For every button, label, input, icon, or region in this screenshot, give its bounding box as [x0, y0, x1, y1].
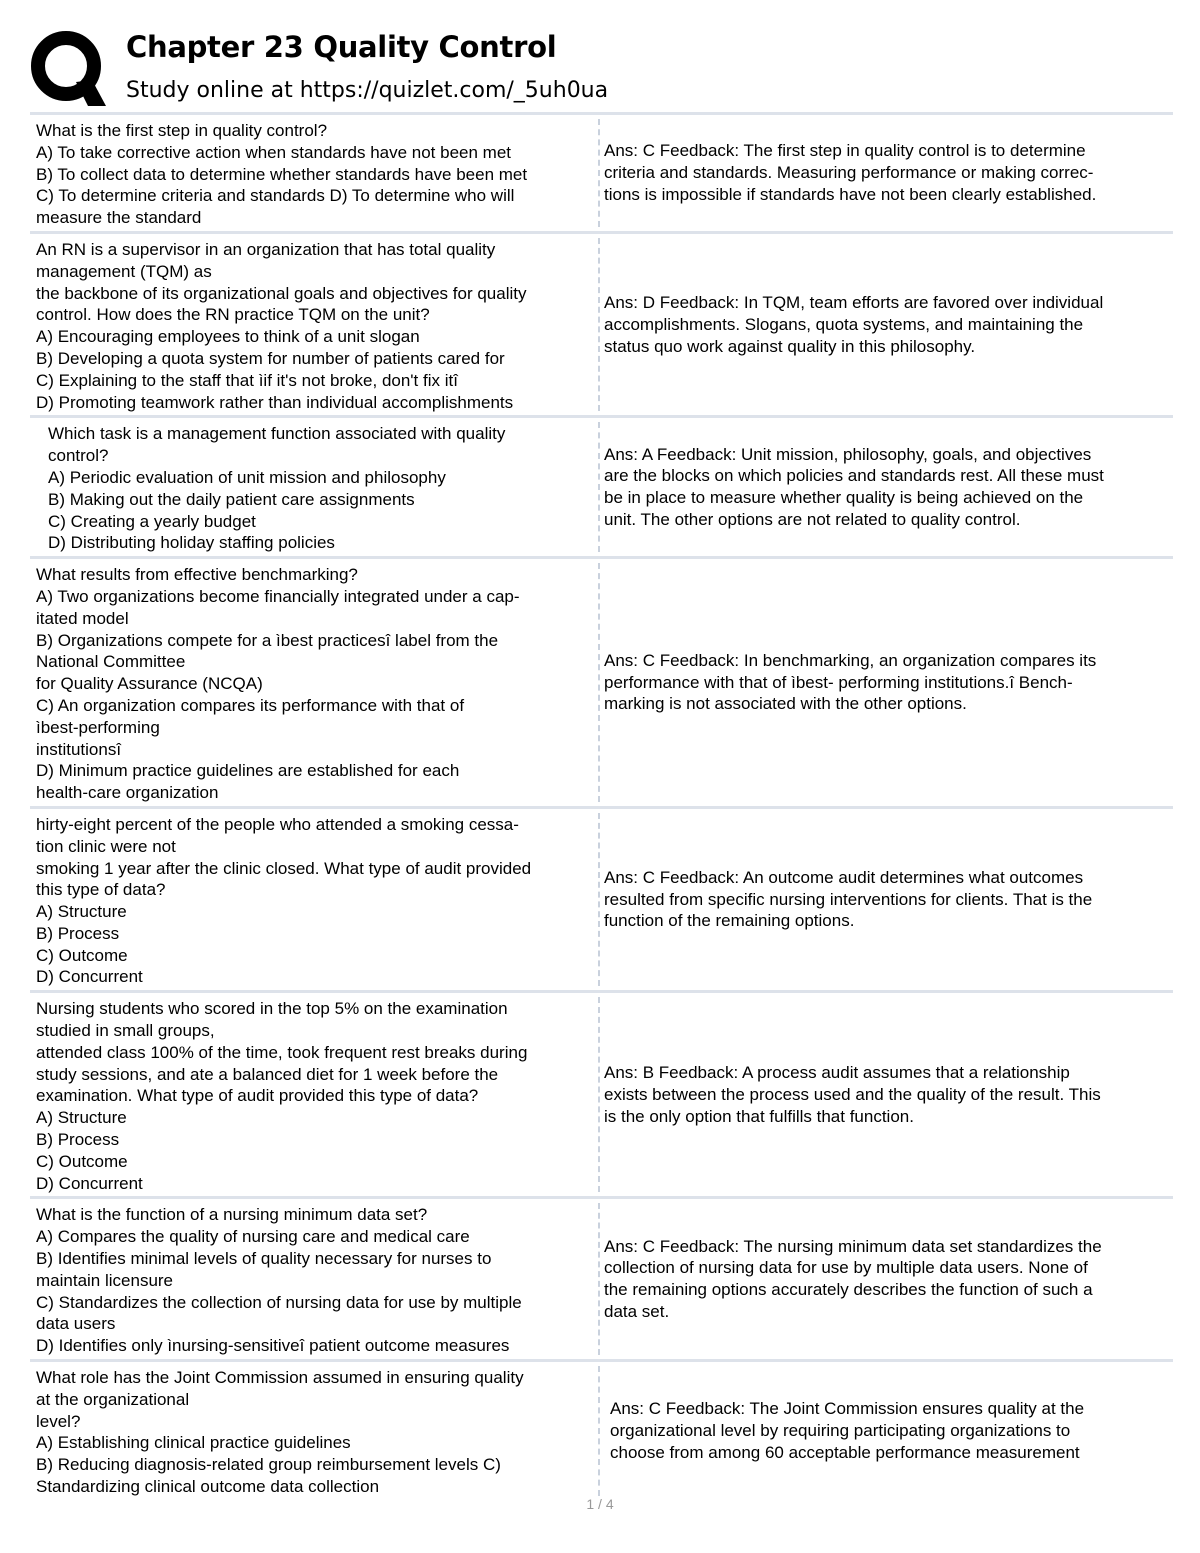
card-question: Nursing students who scored in the top 5% on the examination studied in small groups, attended class 100% of the time, took frequent rest breaks during study sessions, and ate a balanced diet for 1 week before the examination. What type of audit provided this type of data? A) Structure B) Process C) Outcome D) Concurrent	[36, 999, 528, 1193]
flashcard-row	[30, 556, 1173, 806]
quizlet-logo-icon	[30, 30, 106, 106]
card-answer-cell	[600, 993, 1173, 1196]
card-answer-cell	[600, 234, 1173, 415]
card-answer-cell	[600, 559, 1173, 806]
card-answer-cell	[600, 809, 1173, 990]
card-question: An RN is a supervisor in an organization that has total quality management (TQM) as the backbone of its organizational goals and objectives for quality control. How does the RN practice TQM on the unit? A) Encouraging employees to think of a unit slogan B) Developing a quota system for number of patients cared for C) Explaining to the staff that ìif it's not broke, don't fix itî D) Promoting teamwork rather than individual accomplishments	[36, 239, 527, 412]
card-question: What is the function of a nursing minimum data set? A) Compares the quality of nursing care and medical care B) Identifies minimal levels of quality necessary for nurses to maintain licensure C) Standardizes the collection of nursing data for use by multiple data users D) Identifies only ìnursing-sensitiveî patient outcome measures	[36, 1205, 522, 1356]
card-answer: Ans: A Feedback: Unit mission, philosophy, goals, and objectives are the blocks on which policies and standards rest. All these must be in place to measure whether quality is being achieved on the unit. The other options are not related to quality control.	[604, 444, 1104, 530]
page-subtitle: Study online at https://quizlet.com/_5uh0ua	[126, 78, 609, 103]
card-question: hirty-eight percent of the people who attended a smoking cessa- tion clinic were not smoking 1 year after the clinic closed. What type of audit provided this type of data? A) Structure B) Process C) Outcome D) Concurrent	[36, 814, 532, 987]
page-number: 1 / 4	[586, 1496, 614, 1512]
card-answer: Ans: C Feedback: The Joint Commission ensures quality at the organizational level by requiring participating organizations to choose from among 60 acceptable performance measurement	[610, 1399, 1085, 1462]
card-answer: Ans: D Feedback: In TQM, team efforts are favored over individual accomplishments. Slogans, quota systems, and maintaining the status quo work against quality in this philosophy.	[604, 292, 1104, 356]
card-question: What is the first step in quality control? A) To take corrective action when standards have not been met B) To collect data to determine whether standards have been met C) To determine criteria and standards D) To determine who will measure the standard	[36, 121, 528, 228]
card-answer-cell	[600, 1199, 1173, 1359]
card-answer: Ans: B Feedback: A process audit assumes that a relationship exists between the process used and the quality of the result. This is the only option that fulfills that function.	[604, 1063, 1101, 1126]
flashcard-row	[30, 1359, 1173, 1500]
flashcard-row	[30, 806, 1173, 990]
card-answer-cell	[600, 115, 1173, 231]
page-title: Chapter 23 Quality Control	[126, 30, 557, 64]
flashcard-row	[30, 990, 1173, 1196]
flashcard-row	[30, 231, 1173, 415]
card-question: What results from effective benchmarking? A) Two organizations become financially integrated under a cap- itated model B) Organizations compete for a ìbest practicesî label from the National Committee for Quality Assurance (NCQA) C) An organization compares its performance with that of ìbest-performing institutionsî D) Minimum practice guidelines are established for each health-care organization	[36, 565, 520, 803]
flashcard-list	[30, 112, 1173, 1500]
card-answer: Ans: C Feedback: An outcome audit determines what outcomes resulted from specific nursing interventions for clients. That is the function of the remaining options.	[604, 867, 1093, 931]
card-question: Which task is a management function associated with quality control? A) Periodic evaluation of unit mission and philosophy B) Making out the daily patient care assignments C) Creating a yearly budget D) Distributing holiday staffing policies	[48, 424, 506, 553]
flashcard-row	[30, 415, 1173, 556]
card-answer: Ans: C Feedback: The nursing minimum data set standardizes the collection of nursing data for use by multiple data users. None of the remaining options accurately describes the function of such a data set.	[604, 1236, 1102, 1322]
flashcard-row	[30, 1196, 1173, 1359]
card-answer: Ans: C Feedback: In benchmarking, an organization compares its performance with that of ìbest- performing institutions.î Bench- marking is not associated with the other options.	[604, 650, 1097, 714]
card-question: What role has the Joint Commission assumed in ensuring quality at the organizational level? A) Establishing clinical practice guidelines B) Reducing diagnosis-related group reimbursement levels C) Standardizing clinical outcome data collection	[36, 1368, 524, 1497]
card-answer-cell	[600, 418, 1173, 556]
card-answer: Ans: C Feedback: The first step in quality control is to determine criteria and standards. Measuring performance or making correc- tions is impossible if standards have not been clearly established.	[604, 141, 1097, 204]
flashcard-row	[30, 112, 1173, 231]
card-answer-cell	[600, 1362, 1173, 1500]
